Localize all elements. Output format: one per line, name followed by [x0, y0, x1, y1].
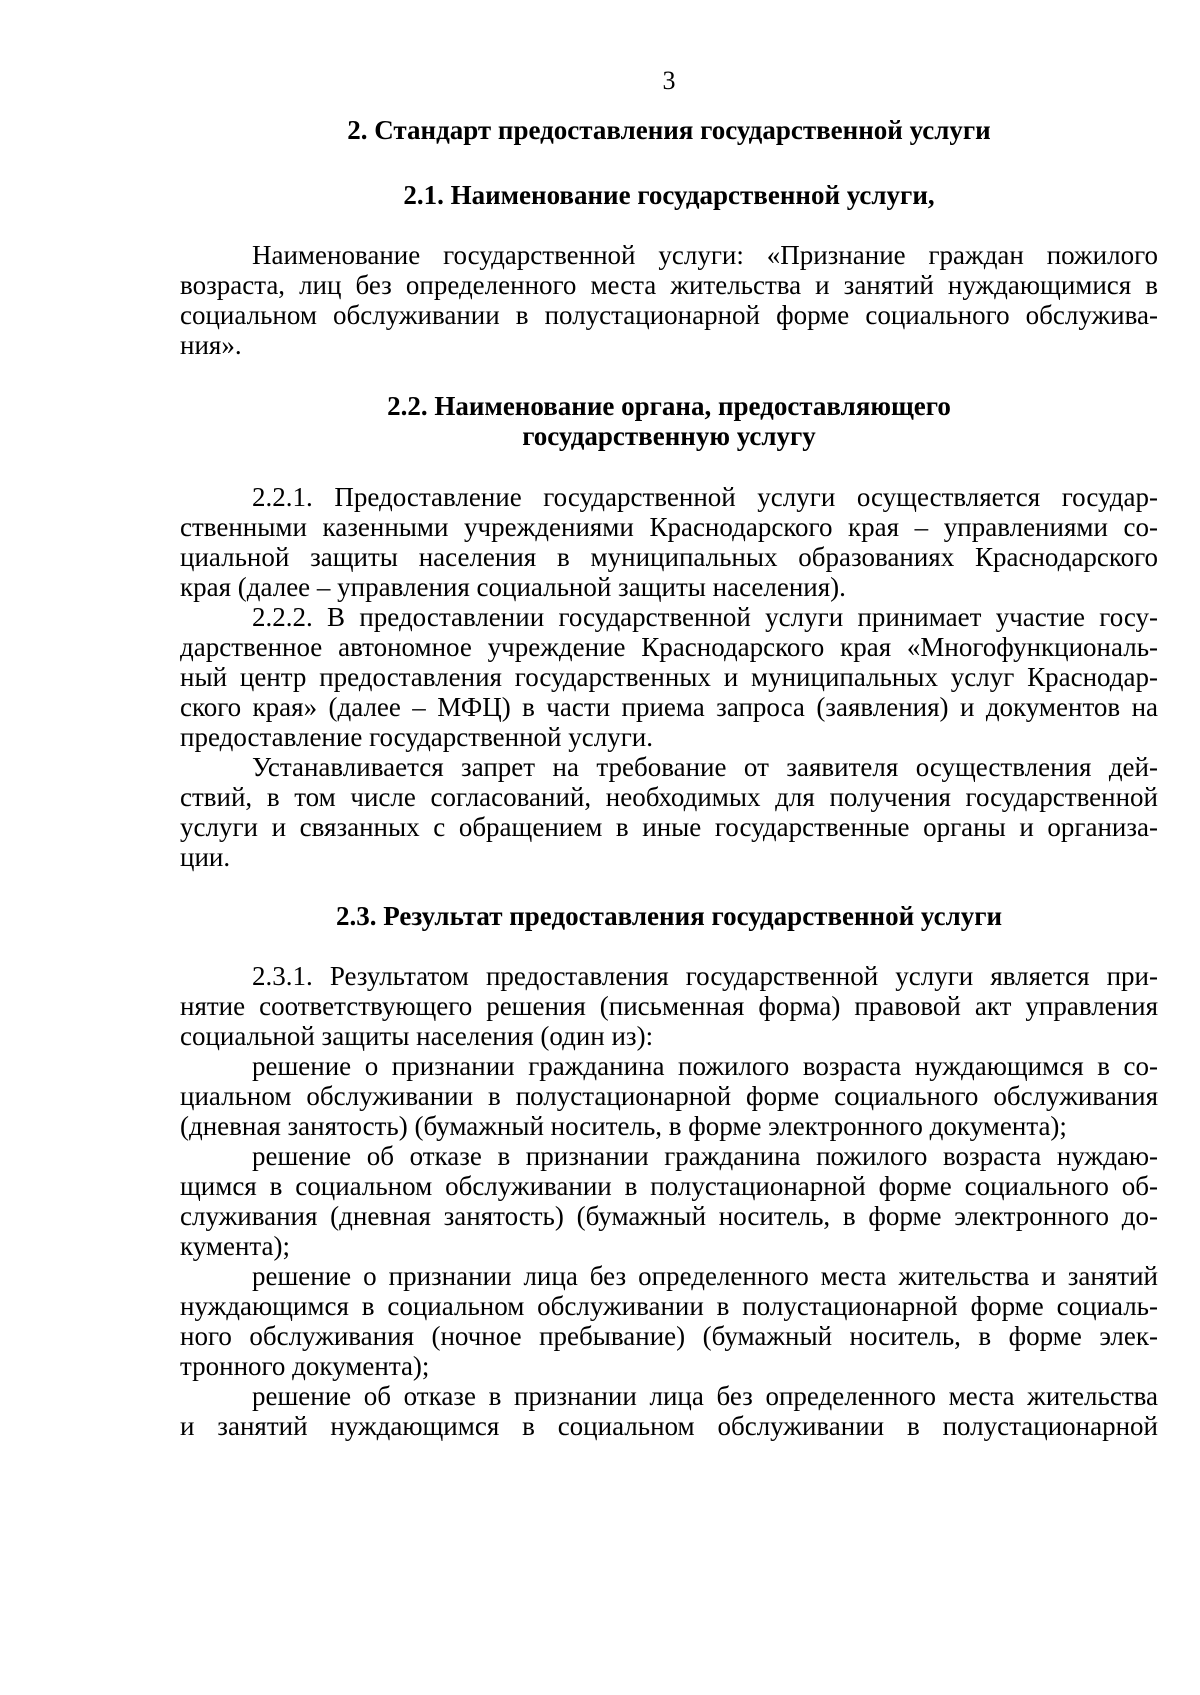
- text-line: предоставление государственной услуги.: [180, 722, 653, 752]
- page-number: 3: [662, 66, 676, 95]
- text-line: социальном обслуживании в полустационарной форме социального обслужива-: [180, 300, 1158, 330]
- subsection-heading: 2.1. Наименование государственной услуги,: [403, 180, 935, 210]
- text-line: циальной защиты населения в муниципальных образованиях Краснодарского: [180, 542, 1158, 572]
- section-heading: 2. Стандарт предоставления государственной услуги: [347, 115, 991, 145]
- text-line: служивания (дневная занятость) (бумажный носитель, в форме электронного до-: [180, 1201, 1158, 1231]
- text-line: ного обслуживания (ночное пребывание) (бумажный носитель, в форме элек-: [180, 1321, 1158, 1351]
- subsection-heading: 2.2. Наименование органа, предоставляющего: [387, 391, 951, 421]
- text-line: Наименование государственной услуги: «Признание граждан пожилого: [252, 240, 1158, 270]
- text-line: ный центр предоставления государственных и муниципальных услуг Краснодар-: [180, 662, 1158, 692]
- text-line: щимся в социальном обслуживании в полустационарной форме социального об-: [180, 1171, 1158, 1201]
- text-line: решение об отказе в признании гражданина пожилого возраста нуждаю-: [252, 1141, 1158, 1171]
- text-line: Устанавливается запрет на требование от заявителя осуществления дей-: [252, 752, 1158, 782]
- text-line: услуги и связанных с обращением в иные государственные органы и организа-: [180, 812, 1158, 842]
- text-line: и занятий нуждающимся в социальном обслуживании в полустационарной: [180, 1411, 1158, 1441]
- text-line: возраста, лиц без определенного места жительства и занятий нуждающимися в: [180, 270, 1158, 300]
- text-line: 2.2.1. Предоставление государственной услуги осуществляется государ-: [252, 482, 1158, 512]
- text-line: ственными казенными учреждениями Краснодарского края – управлениями со-: [180, 512, 1158, 542]
- text-line: 2.2.2. В предоставлении государственной услуги принимает участие госу-: [252, 602, 1158, 632]
- text-line: ции.: [180, 842, 231, 872]
- text-line: циальном обслуживании в полустационарной форме социального обслуживания: [180, 1081, 1158, 1111]
- text-line: ния».: [180, 330, 242, 360]
- text-line: 2.3.1. Результатом предоставления государственной услуги является при-: [252, 961, 1158, 991]
- text-line: социальной защиты населения (один из):: [180, 1021, 654, 1051]
- text-line: (дневная занятость) (бумажный носитель, в форме электронного документа);: [180, 1111, 1067, 1141]
- text-line: кумента);: [180, 1231, 291, 1261]
- subsection-heading: 2.3. Результат предоставления государственной услуги: [335, 901, 1003, 931]
- text-line: решение об отказе в признании лица без определенного места жительства: [252, 1381, 1158, 1411]
- text-line: края (далее – управления социальной защиты населения).: [180, 572, 846, 602]
- text-line: тронного документа);: [180, 1351, 430, 1381]
- text-line: дарственное автономное учреждение Краснодарского края «Многофункциональ-: [180, 632, 1158, 662]
- subsection-heading: государственную услугу: [522, 421, 816, 451]
- text-line: ствий, в том числе согласований, необходимых для получения государственной: [180, 782, 1158, 812]
- text-line: решение о признании гражданина пожилого возраста нуждающимся в со-: [252, 1051, 1158, 1081]
- text-line: ского края» (далее – МФЦ) в части приема запроса (заявления) и документов на: [180, 692, 1158, 722]
- text-line: нятие соответствующего решения (письменная форма) правовой акт управления: [180, 991, 1158, 1021]
- text-line: решение о признании лица без определенного места жительства и занятий: [252, 1261, 1158, 1291]
- text-line: нуждающимся в социальном обслуживании в полустационарной форме социаль-: [180, 1291, 1158, 1321]
